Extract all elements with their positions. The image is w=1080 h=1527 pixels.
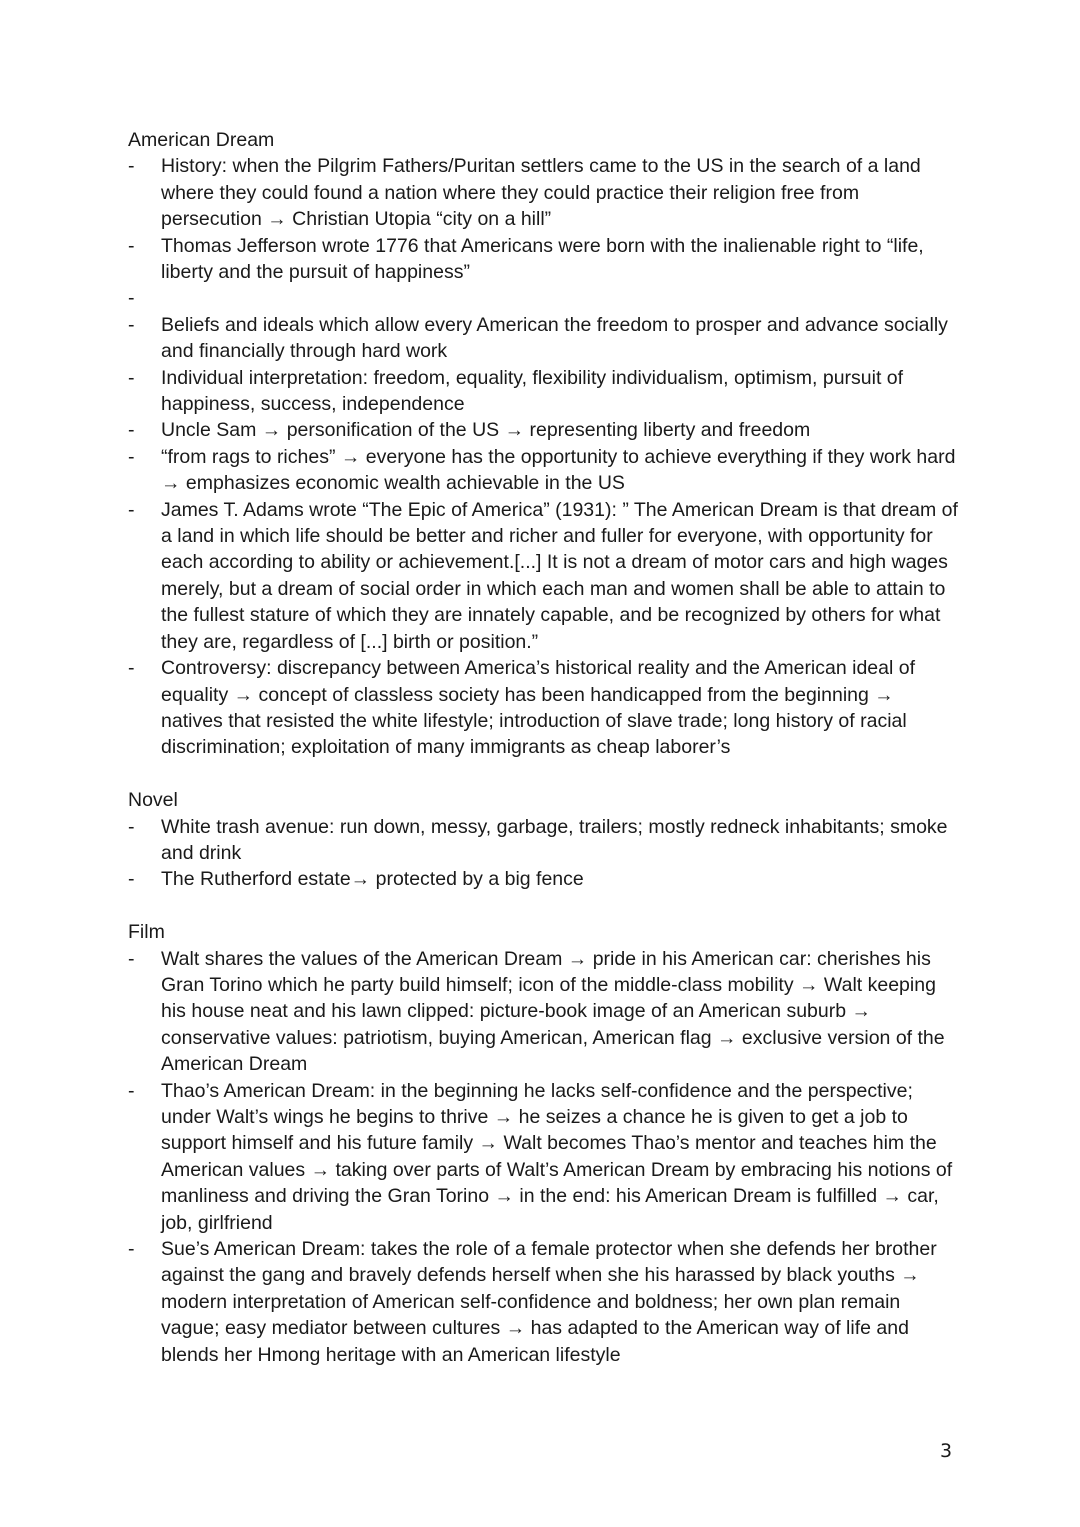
list-item	[128, 946, 958, 1078]
list-item	[128, 153, 958, 232]
list-item	[128, 497, 958, 655]
bullet-dash: -	[128, 445, 135, 468]
bullet-dash: -	[128, 498, 135, 521]
list-item-text: The Rutherford estate→ protected by a big fence	[161, 868, 584, 891]
list-item-text: Beliefs and ideals which allow every American the freedom to prosper and advance socially and financially through hard work	[161, 313, 948, 363]
list-item	[128, 1078, 958, 1236]
section-heading: Novel	[128, 789, 178, 812]
bullet-dash: -	[128, 947, 135, 970]
section-spacer	[128, 761, 958, 787]
bullet-list	[128, 814, 958, 893]
list-item	[128, 417, 958, 443]
bullet-dash: -	[128, 815, 135, 838]
list-item-text: Controversy: discrepancy between America’s historical reality and the American ideal of equality → concept of classless society has been handicapped from the beginning → natives that resisted the white lifestyle; introduction of slave trade; long history of racial discrimination; exploitation of many immigrants as cheap laborer’s	[161, 657, 916, 759]
list-item-text: Thao’s American Dream: in the beginning he lacks self-confidence and the perspective; under Walt’s wings he begins to thrive → he seizes a chance he is given to get a job to support himself and his future family → Walt becomes Thao’s mentor and teaches him the American values → taking over parts of Walt’s American Dream by embracing his notions of manliness and driving the Gran Torino → in the end: his American Dream is fulfilled → car, job, girlfriend	[161, 1079, 953, 1234]
bullet-dash: -	[128, 313, 135, 336]
list-item	[128, 866, 958, 892]
list-item	[128, 814, 958, 867]
section-heading: Film	[128, 921, 165, 944]
list-item-text: Walt shares the values of the American Dream → pride in his American car: cherishes his Gran Torino which he party build himself; icon of the middle-class mobility → Walt keeping his house neat and his lawn clipped: picture-book image of an American suburb → conservative values: patriotism, buying American, American flag → exclusive version of the American Dream	[161, 947, 945, 1076]
list-item-text: History: when the Pilgrim Fathers/Puritan settlers came to the US in the search of a land where they could found a nation where they could practice their religion free from persecution → Christian Utopia “city on a hill”	[161, 155, 921, 231]
bullet-dash: -	[128, 419, 135, 442]
bullet-list	[128, 153, 958, 760]
list-item-text: James T. Adams wrote “The Epic of America” (1931): ” The American Dream is that dream of a land in which life should be better and richer and fuller for everyone, with opportunity for each according to ability or achievement.[...] It is not a dream of motor cars and high wages merely, but a dream of social order in which each man and women shall be able to attain to the fullest stature of which they are innately capable, and be recognized by others for what they are, regardless of [...] birth or position.”	[161, 498, 958, 653]
list-item	[128, 365, 958, 418]
bullet-dash: -	[128, 287, 135, 310]
section-american-dream	[128, 127, 958, 761]
list-item	[128, 233, 958, 286]
list-item-text: White trash avenue: run down, messy, garbage, trailers; mostly redneck inhabitants; smoke and drink	[161, 815, 948, 864]
page-number: 3	[940, 1440, 953, 1462]
section-film	[128, 919, 958, 1368]
page-content	[128, 127, 958, 1368]
list-item	[128, 285, 958, 311]
bullet-list	[128, 946, 958, 1369]
list-item	[128, 444, 958, 497]
list-item	[128, 312, 958, 365]
list-item-text: Sue’s American Dream: takes the role of a female protector when she defends her brother against the gang and bravely defends herself when she his harassed by black youths → modern interpretation of American self-confidence and boldness; her own plan remain vague; easy mediator between cultures → has adapted to the American way of life and blends her Hmong heritage with an American lifestyle	[161, 1238, 937, 1366]
section-novel	[128, 787, 958, 893]
list-item-text: Uncle Sam → personification of the US → representing liberty and freedom	[161, 419, 811, 442]
section-heading: American Dream	[128, 129, 275, 151]
list-item	[128, 1236, 958, 1368]
bullet-dash: -	[128, 234, 135, 257]
section-spacer	[128, 893, 958, 919]
bullet-dash: -	[128, 657, 135, 680]
bullet-dash: -	[128, 868, 135, 891]
bullet-dash: -	[128, 1238, 135, 1261]
bullet-dash: -	[128, 1079, 135, 1102]
list-item	[128, 655, 958, 761]
list-item-text: Thomas Jefferson wrote 1776 that Americans were born with the inalienable right to “life, liberty and the pursuit of happiness”	[161, 234, 924, 284]
list-item-text: Individual interpretation: freedom, equality, flexibility individualism, optimism, pursuit of happiness, success, independence	[161, 366, 904, 416]
list-item-text: “from rags to riches” → everyone has the opportunity to achieve everything if they work hard → emphasizes economic wealth achievable in the US	[161, 445, 956, 495]
bullet-dash: -	[128, 155, 135, 178]
bullet-dash: -	[128, 366, 135, 389]
